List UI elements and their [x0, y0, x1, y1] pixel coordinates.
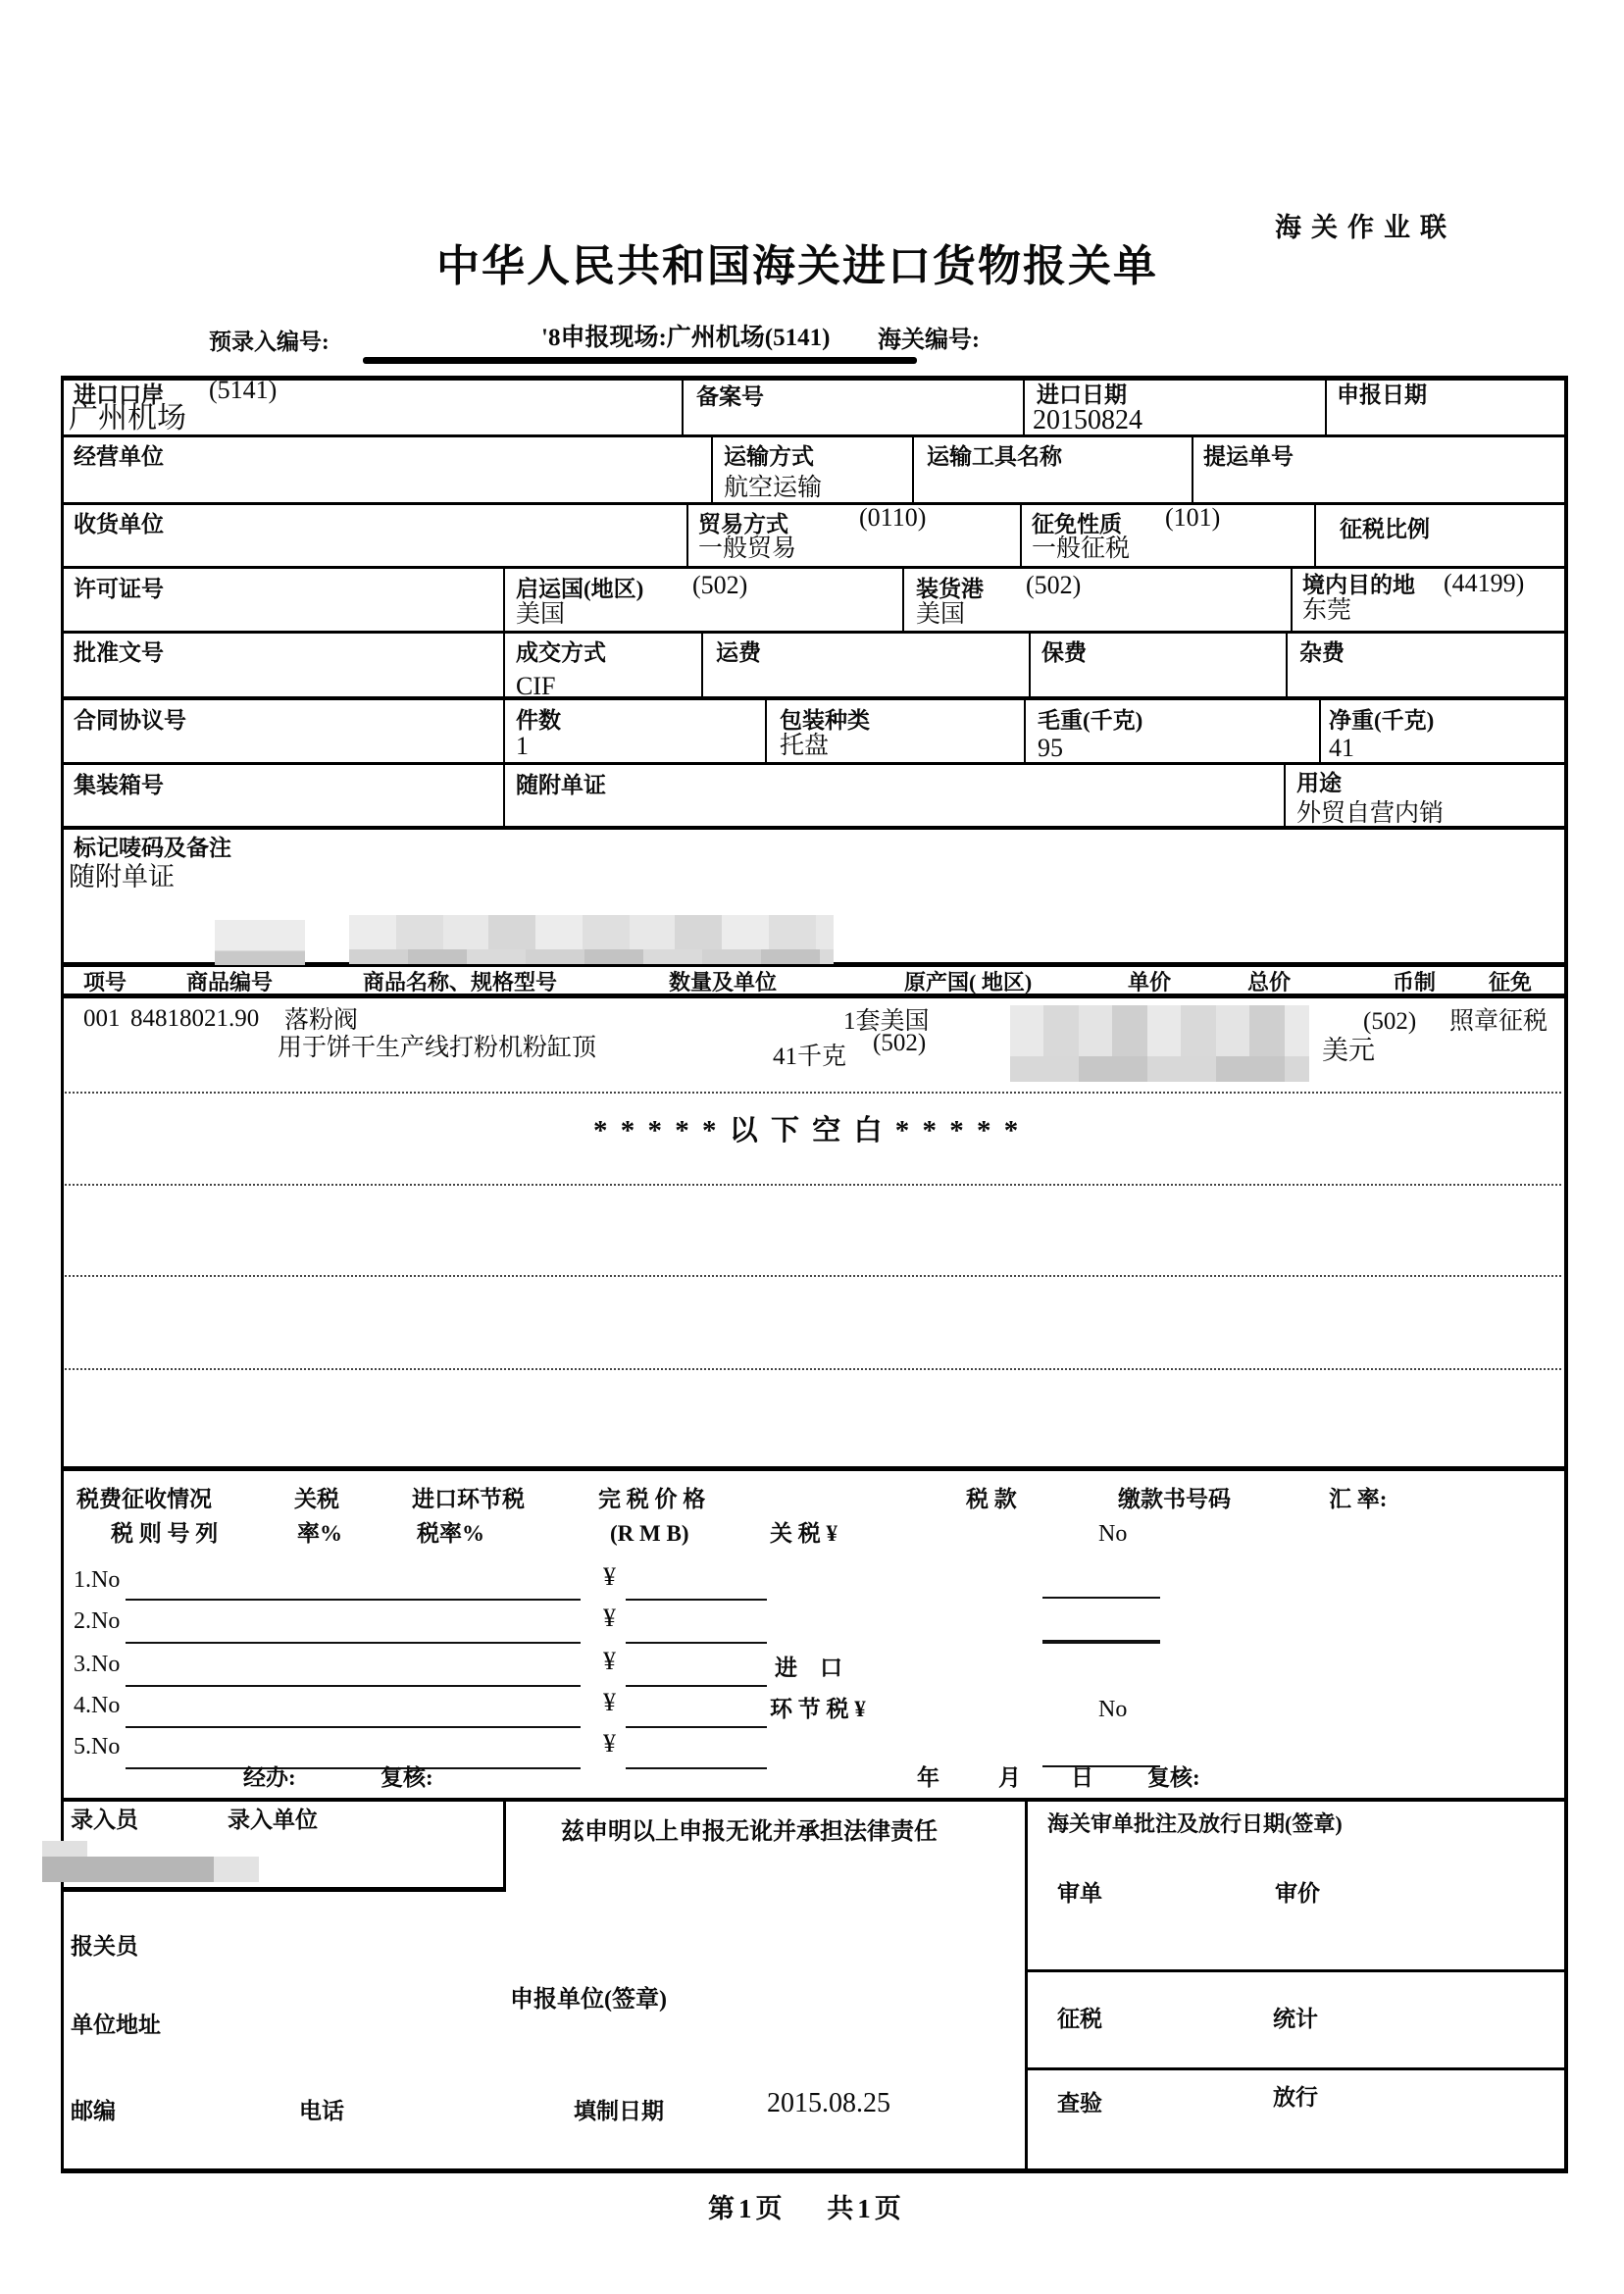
loading-port-label: 装货港	[916, 577, 984, 601]
border-right	[1564, 376, 1568, 2172]
dest-label: 境内目的地	[1302, 573, 1415, 597]
levy-nature-code: (101)	[1165, 503, 1221, 532]
tax-row-2-line2	[626, 1642, 767, 1644]
tax-row-5-no: 5.No	[74, 1734, 121, 1759]
declare-date-label: 申报日期	[1337, 382, 1427, 407]
release-label: 放行	[1273, 2085, 1318, 2110]
redacted-area	[214, 1857, 259, 1882]
cell-line	[1286, 631, 1288, 696]
price-review-label: 审价	[1275, 1881, 1320, 1906]
tax-no-label: No	[1098, 1521, 1128, 1547]
blank-below-note: * * * * * 以 下 空 白 * * * * *	[593, 1115, 1022, 1147]
depart-country-code: (502)	[692, 571, 748, 599]
goods-currency-code: (502)	[1363, 1008, 1417, 1035]
goods-qty-line2: 41千克	[773, 1044, 847, 1070]
bottom-section-top-line	[61, 1798, 1568, 1802]
goods-currency: 美元	[1322, 1036, 1375, 1065]
goods-origin-code: (502)	[873, 1030, 927, 1056]
pre-entry-no-label: 预录入编号:	[209, 330, 330, 354]
tax-customs-tax-label: 关 税 ¥	[770, 1521, 837, 1546]
tax-payment-book-label: 缴款书号码	[1118, 1487, 1231, 1511]
cell-line	[902, 566, 904, 631]
attached-docs-label: 随附单证	[516, 773, 606, 797]
contract-label: 合同协议号	[74, 708, 186, 733]
tax-row-5-line3	[1042, 1765, 1160, 1767]
row-line	[61, 434, 1568, 437]
freight-label: 运费	[716, 640, 761, 665]
dotted-separator	[65, 1092, 1561, 1094]
tax-section-top-line	[61, 1466, 1568, 1471]
depart-country-value: 美国	[516, 601, 566, 628]
tax-month-label: 月	[998, 1765, 1021, 1790]
cell-line	[1023, 376, 1025, 434]
cell-line	[682, 376, 684, 434]
border-top	[61, 376, 1568, 381]
row-line	[61, 502, 1568, 505]
declaration-statement: 兹申明以上申报无讹并承担法律责任	[561, 1819, 938, 1845]
cell-line	[503, 566, 505, 631]
tax-row-3-extra: 进 口	[775, 1656, 842, 1680]
redacted-area	[215, 920, 305, 965]
import-port-code: (5141)	[209, 376, 278, 404]
package-value: 托盘	[780, 733, 830, 759]
bill-no-label: 提运单号	[1203, 444, 1294, 469]
goods-spec: 用于饼干生产线打粉机粉缸顶	[278, 1035, 597, 1061]
tax-row-1-line	[126, 1599, 581, 1601]
pieces-label: 件数	[516, 708, 561, 733]
declare-site-text: '8申报现场:广州机场(5141)	[541, 325, 831, 351]
cell-line	[1029, 631, 1031, 696]
tax-row-5-line2	[626, 1767, 767, 1769]
row-line	[61, 566, 1568, 569]
tax-row-1-line2	[626, 1599, 767, 1601]
levy-stamp-label: 征税	[1057, 2007, 1102, 2031]
dotted-separator	[65, 1368, 1561, 1370]
tax-row-3-line	[126, 1685, 581, 1687]
customs-note-label: 海关审单批注及放行日期(签章)	[1047, 1811, 1343, 1836]
tax-review-label: 复核:	[381, 1765, 433, 1790]
cell-line	[503, 696, 505, 762]
tax-day-label: 日	[1071, 1765, 1093, 1790]
tax-tax-rate-label: 税率%	[417, 1521, 484, 1546]
entry-box-right-line	[503, 1798, 506, 1891]
net-weight-label: 净重(千克)	[1329, 708, 1435, 733]
scan-smudge	[363, 357, 917, 364]
tax-row-2-no: 2.No	[74, 1608, 121, 1634]
goods-col-code: 商品编号	[186, 970, 274, 994]
tax-row-2-line	[126, 1642, 581, 1644]
redacted-price-area	[1010, 1005, 1309, 1082]
right-box-divider1	[1025, 1969, 1568, 1972]
cell-line	[765, 696, 767, 762]
import-date-value: 20150824	[1033, 405, 1142, 435]
tax-import-link-label: 进口环节税	[412, 1487, 525, 1511]
tax-handler-label: 经办:	[243, 1765, 296, 1790]
transport-mode-label: 运输方式	[724, 444, 814, 469]
tax-row-3-yen: ¥	[603, 1647, 616, 1675]
goods-col-origin: 原产国( 地区)	[904, 970, 1033, 994]
consignee-label: 收货单位	[74, 512, 164, 536]
entry-box-bottom-line	[61, 1887, 506, 1892]
goods-col-unit-price: 单价	[1128, 970, 1172, 994]
goods-header-bottom-line	[61, 994, 1568, 998]
redacted-area	[349, 915, 834, 964]
redacted-area	[42, 1857, 214, 1882]
right-box-divider2	[1025, 2067, 1568, 2070]
cell-line	[1284, 762, 1286, 826]
loading-port-code: (502)	[1026, 571, 1082, 599]
marks-notes-value: 随附单证	[69, 862, 175, 892]
transport-mode-value: 航空运输	[724, 475, 823, 501]
cell-line	[1020, 502, 1022, 566]
cell-line	[1325, 376, 1327, 434]
cell-line	[1024, 696, 1026, 762]
goods-col-item-no: 项号	[83, 970, 127, 994]
declarant-label: 报关员	[71, 1934, 138, 1959]
fill-date-label: 填制日期	[574, 2099, 664, 2123]
container-no-label: 集装箱号	[74, 773, 164, 797]
inspect-label: 查验	[1057, 2091, 1102, 2116]
tax-amount-label: 税 款	[966, 1487, 1017, 1511]
dest-code: (44199)	[1444, 569, 1525, 597]
cell-line	[1319, 696, 1321, 762]
cell-line	[1192, 434, 1193, 502]
tax-rmb-label: (R M B)	[610, 1521, 689, 1546]
entry-clerk-label: 录入员	[71, 1808, 138, 1832]
goods-name: 落粉阀	[284, 1007, 359, 1034]
goods-col-qty-unit: 数量及单位	[669, 970, 778, 994]
tax-rate-pct-label: 率%	[297, 1521, 342, 1546]
import-date-label: 进口日期	[1037, 382, 1127, 407]
tax-row-4-line2	[626, 1726, 767, 1728]
cell-line	[1314, 502, 1316, 566]
goods-col-currency: 币制	[1393, 970, 1437, 994]
trade-mode-value: 一般贸易	[698, 535, 797, 562]
cell-line	[686, 502, 688, 566]
depart-country-label: 启运国(地区)	[516, 577, 644, 601]
declare-unit-label: 申报单位(签章)	[510, 1987, 667, 2013]
tax-row-3-no: 3.No	[74, 1652, 121, 1677]
gross-weight-value: 95	[1038, 734, 1063, 762]
cell-line	[503, 762, 505, 826]
tax-row-1-line3	[1042, 1597, 1160, 1599]
tax-row-2-yen: ¥	[603, 1604, 616, 1632]
import-port-label: 进口口岸	[74, 382, 164, 407]
record-no-label: 备案号	[696, 384, 764, 409]
row-line	[61, 631, 1568, 634]
tax-row-4-line	[126, 1726, 581, 1728]
net-weight-value: 41	[1329, 734, 1354, 762]
deal-mode-value: CIF	[516, 672, 556, 700]
levy-nature-label: 征免性质	[1032, 512, 1122, 536]
goods-levy-mode: 照章征税	[1449, 1008, 1548, 1035]
gross-weight-label: 毛重(千克)	[1038, 708, 1143, 733]
misc-label: 杂费	[1299, 640, 1345, 665]
trade-mode-code: (0110)	[859, 503, 927, 532]
tax-row-4-yen: ¥	[603, 1688, 616, 1716]
cell-line	[701, 631, 703, 696]
doc-review-label: 审单	[1057, 1881, 1102, 1906]
dotted-separator	[65, 1275, 1561, 1277]
trade-mode-label: 贸易方式	[698, 512, 788, 536]
phone-label: 电话	[299, 2099, 344, 2123]
bottom-middle-line	[1025, 1798, 1028, 2172]
tax-row-4-no: 4.No	[74, 1693, 121, 1718]
operator-label: 经营单位	[74, 444, 164, 469]
package-label: 包装种类	[780, 708, 870, 733]
customs-no-label: 海关编号:	[878, 328, 980, 353]
page-title: 中华人民共和国海关进口货物报关单	[436, 242, 1158, 290]
dest-value: 东莞	[1302, 597, 1352, 624]
cell-line	[1291, 566, 1293, 631]
deal-mode-label: 成交方式	[516, 640, 606, 665]
cell-line	[503, 631, 505, 696]
tax-review2-label: 复核:	[1147, 1765, 1200, 1790]
tax-dutiable-label: 完 税 价 格	[598, 1487, 706, 1511]
levy-nature-value: 一般征税	[1032, 535, 1131, 562]
tax-row-1-yen: ¥	[603, 1562, 616, 1591]
usage-value: 外贸自营内销	[1296, 800, 1445, 827]
tax-situation-label: 税费征收情况	[76, 1487, 212, 1511]
entry-unit-label: 录入单位	[228, 1808, 318, 1832]
tax-row-2-line3	[1042, 1640, 1160, 1644]
copy-type-label: 海关作业联	[1275, 213, 1456, 242]
unit-address-label: 单位地址	[71, 2013, 161, 2037]
redacted-area	[42, 1841, 87, 1857]
dotted-separator	[65, 1184, 1561, 1186]
tax-year-label: 年	[917, 1765, 939, 1790]
goods-commodity-code: 84818021.90	[130, 1005, 260, 1032]
tax-row-4-extra2: No	[1098, 1697, 1128, 1722]
approval-label: 批准文号	[74, 640, 164, 665]
pieces-value: 1	[516, 732, 529, 760]
postcode-label: 邮编	[71, 2099, 116, 2123]
row-line	[61, 696, 1568, 700]
goods-col-name-spec: 商品名称、规格型号	[363, 970, 558, 994]
goods-col-total-price: 总价	[1247, 970, 1292, 994]
tax-tariff-label: 关税	[294, 1487, 339, 1511]
vehicle-name-label: 运输工具名称	[927, 444, 1062, 469]
tax-row-5-line	[126, 1767, 581, 1769]
goods-item-no: 001	[83, 1005, 121, 1032]
border-left	[61, 376, 64, 2172]
goods-qty-line1: 1套美国	[843, 1008, 930, 1035]
marks-notes-label: 标记唛码及备注	[74, 836, 231, 860]
insurance-label: 保费	[1041, 640, 1087, 665]
stats-label: 统计	[1273, 2007, 1318, 2031]
tax-row-5-yen: ¥	[603, 1729, 616, 1758]
cell-line	[912, 434, 914, 502]
tax-row-3-line2	[626, 1685, 767, 1687]
tax-tariff-no-label: 税 则 号 列	[111, 1521, 219, 1546]
import-port-value: 广州机场	[69, 402, 186, 434]
tax-ratio-label: 征税比例	[1340, 517, 1430, 541]
border-bottom	[61, 2168, 1568, 2173]
tax-row-1-no: 1.No	[74, 1567, 121, 1593]
fill-date-value: 2015.08.25	[767, 2088, 890, 2118]
tax-row-4-extra: 环 节 税 ¥	[770, 1697, 866, 1721]
loading-port-value: 美国	[916, 601, 966, 628]
tax-rate-label: 汇 率:	[1329, 1487, 1388, 1511]
page-number-info: 第1页 共1页	[708, 2194, 905, 2223]
goods-col-levy: 征免	[1489, 970, 1533, 994]
cell-line	[711, 434, 713, 502]
license-label: 许可证号	[74, 577, 164, 601]
usage-label: 用途	[1296, 771, 1342, 795]
